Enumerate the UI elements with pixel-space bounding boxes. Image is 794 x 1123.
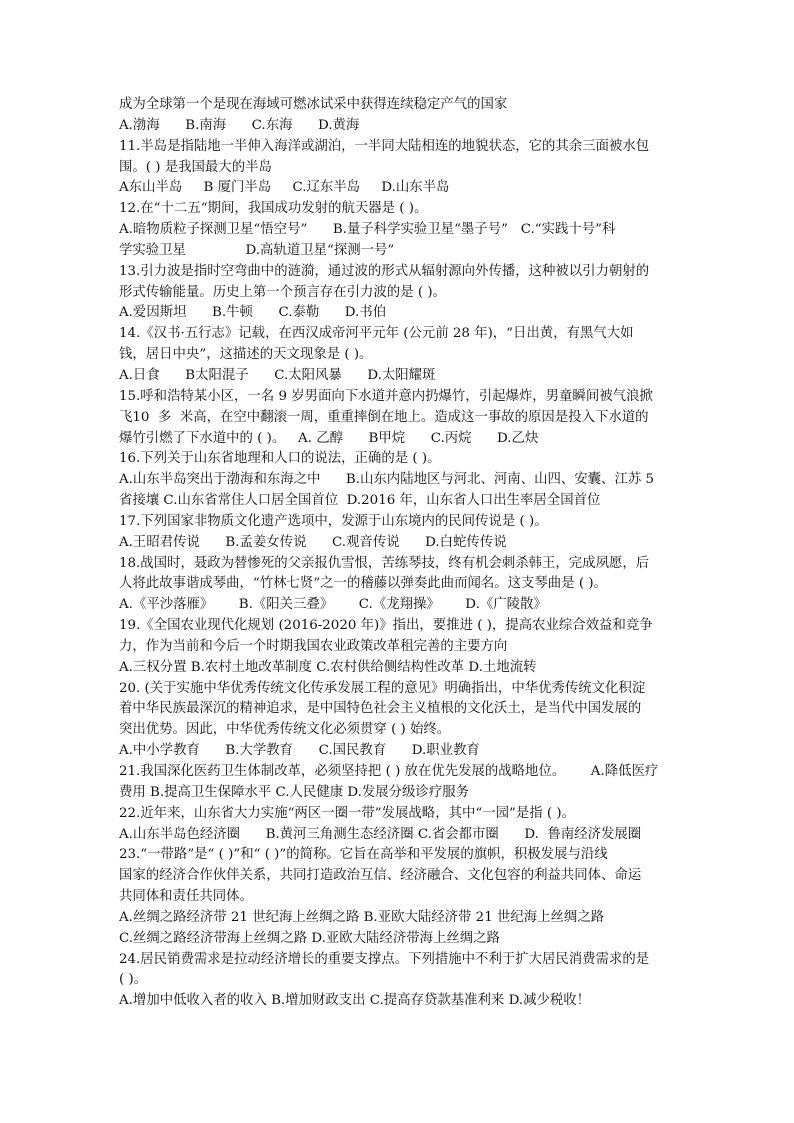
text-line: 着中华民族最深沉的精神追求，是中国特色社会主义植根的文化沃土，是当代中国发展的 [119,701,642,717]
text-line: A.三权分置 B.农村土地改革制度 C.农村供给侧结构性改革 D.土地流转 [119,659,537,675]
document-page [119,95,679,1012]
text-line: 成为全球第一个是现在海域可燃冰试采中获得连续稳定产气的国家 [119,97,508,112]
text-line: A.王昭君传说 B.孟姜女传说 C.观音传说 D.白蛇传传说 [119,534,507,550]
text-line: 12.在“十二五“期间，我国成功发射的航天器是 ( )。 [119,201,428,217]
text-line: A.丝绸之路经济带 21 世纪海上丝绸之路 B.亚欧大陆经济带 21 世纪海上丝绸之路 [119,909,605,925]
text-line: 学实验卫星 D.高轨道卫星“探测一号” [119,242,395,258]
text-line: 15.呼和浩特某小区，一名 9 岁男面向下水道并意内扔爆竹，引起爆炸，男童瞬间被气浪掀 [119,388,653,404]
text-line: 22.近年来，山东省大力实施“两区一圈一带”发展战略，其中“一园”是指 ( )。 [119,805,575,821]
text-line: 省接壤 C.山东省常住人口居全国首位 D.2016 年，山东省人口出生率居全国首位 [119,493,601,509]
text-line: A.爱因斯坦 B.牛顿 C.泰勒 D.书伯 [119,305,387,321]
text-line: 18.战国时，聂政为替惨死的父亲报仇雪恨，苦练琴技，终有机会刺杀韩王，完成夙愿，后 [119,555,650,571]
text-line: 21.我国深化医药卫生体制改革，必须坚持把 ( ) 放在优先发展的战略地位。 A.降低医疗 [119,764,659,779]
text-line: 17.下列国家非物质文化遗产选项中，发源于山东境内的民间传说是 ( )。 [119,513,548,529]
text-line: A.中小学教育 B.大学教育 C.国民教育 D.职业教育 [119,743,480,759]
text-line: 19.《全国农业现代化规划 (2016-2020 年)》指出，要推进 ( )，提高农业综合效益和竞争 [119,618,653,634]
text-line: 人将此故事谐成琴曲，“竹林七贤”之一的稽藤以弹奏此曲而闻名。这支琴曲是 ( )。 [119,576,607,592]
text-line: C.丝绸之路经济带海上丝绸之路 D.亚欧大陆经济带海上丝绸之路 [119,930,500,946]
text-line: 突出优势。因此，中华优秀传统文化必须贯穿 ( ) 始终。 [119,722,451,738]
text-line: A.《平沙落雁》 B.《阳关三叠》 C.《龙翔操》 D.《广陵散》 [119,597,547,613]
text-line: 爆竹引燃了下水道中的 ( )。 A. 乙醇 B甲烷 C.丙烷 D.乙炔 [119,430,539,446]
text-line: 20. (关于实施中华优秀传统文化传承发展工程的意见》明确指出，中华优秀传统文化积淀 [119,680,646,696]
text-line: 共同体和责任共同体。 [119,889,253,905]
text-line: A东山半岛 B 厦门半岛 C.辽东半岛 D.山东半岛 [119,180,450,196]
text-line: A.增加中低收入者的收入 B.增加财政支出 C.提高存贷款基准利来 D.减少税收！ [119,993,591,1009]
text-line: 形式传输能量。历史上第一个预言存在引力波的是 ( )。 [119,284,446,300]
text-line: ( )。 [119,972,148,988]
text-line: A.山东半岛突出于渤海和东海之中 B.山东内陆地区与河北、河南、山四、安囊、江苏 5 [119,472,655,488]
text-line: 16.下列关于山东省地理和人口的说法，正确的是 ( )。 [119,451,441,467]
text-line: 23.“一带路”是“ ( )”和“ ( )”的简称。它旨在高举和平发展的旗帜，积极发展与沿线 [119,847,608,863]
text-line: A.渤海 B.南海 C.东海 D.黄海 [119,117,360,133]
text-line: 围。( ) 是我国最大的半岛 [119,159,272,175]
text-line: 力，作为当前和今后一个时期我国农业政策改革租完善的主要方向 [119,638,508,654]
text-line: 13.引力波是指时空弯曲中的涟漪，通过波的形式从辐射源向外传播，这种被以引力朝射的 [119,263,650,279]
text-line: 飞10 多 米高，在空中翻滚一周，重重摔倒在地上。造成这一事故的原因是投入下水道的 [119,409,649,425]
text-line: A.日食 B太阳混子 C.太阳风暴 D.太阳耀斑 [119,367,436,383]
text-line: 24.居民销费需求是拉动经济增长的重要支撑点。下列措施中不利于扩大居民消费需求的是 [119,951,650,967]
text-line: 费用 B.提高卫生保障水平 C.人民健康 D.发展分级诊疗服务 [119,784,469,800]
text-line: 钱，居日中央”，这描述的天文现象是 ( )。 [119,347,373,363]
text-line: A.暗物质粒子探测卫星“悟空号” B.量子科学实验卫星“墨子号” C.“实践十号”科 [119,222,616,238]
text-line: 14.《汉书·五行志》记载，在西汉成帝河平元年 (公元前 28 年)，“日出黄，有黑气大如 [119,326,634,342]
text-line: A.山东半岛色经济圈 B.黄河三角测生态经济圈 C.省会都市圈 D. 鲁南经济发展圈 [119,826,642,842]
text-line: 国家的经济合作伙伴关系，共同打造政治互信、经济融合、文化包容的利益共同体、命运 [119,868,642,884]
text-line: 11.半岛是指陆地一半伸入海洋或湖泊，一半同大陆相连的地貌状态，它的其余三面被水包 [119,138,650,154]
